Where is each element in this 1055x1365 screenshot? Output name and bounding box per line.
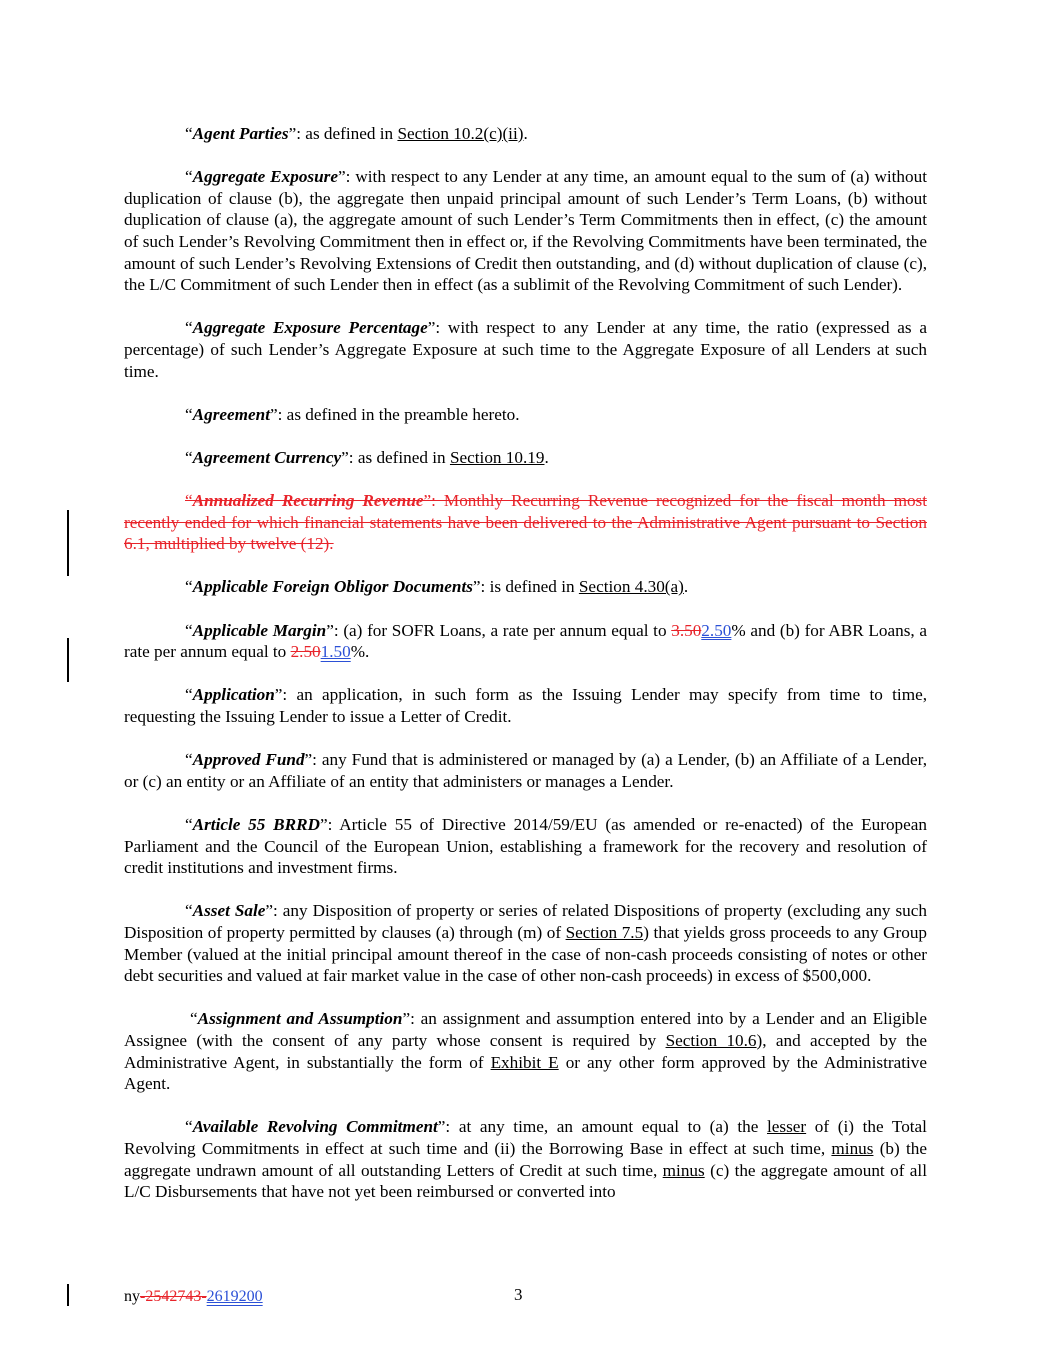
definition-text: , — [145, 534, 155, 554]
definition-text: or any other form approved by the Administrative Agent. — [124, 1052, 927, 1094]
underlined-term: minus — [831, 1138, 874, 1158]
change-bar — [67, 510, 69, 576]
definition-text: % and (b) for ABR Loans, a rate per annum equal to — [124, 620, 927, 662]
defined-term: Annualized Recurring Revenue — [192, 491, 424, 511]
defined-term: Agent Parties — [192, 124, 289, 143]
defined-term: Available Revolving Commitment — [192, 1117, 438, 1137]
definition-available-revolving-commitment: “Available Revolving Commitment”: at any time, an amount equal to (a) the lesser of (i) the Total Revolving Commitments in effect at such time and (ii) the Borrowing Base in effect at such time, minus (b) the aggregate undrawn amount of all outstanding Letters of Credit at such time, minus (c) the aggregate amount of all L/C Disbursements that have not yet been reimbursed or converted into — [124, 1117, 927, 1202]
document-id-prefix: ny — [124, 1288, 140, 1305]
definition-aggregate-exposure-percentage: “Aggregate Exposure Percentage”: with respect to any Lender at any time, the ratio (expressed as a percentage) of such Lender’s Aggregate Exposure at such time to the Aggregate Exposure of all Lenders at such time. — [124, 318, 927, 381]
definition-text: ”: any Disposition of property or series of related Dispositions of property (excluding any such Disposition of property permitted by clauses (a) through (m) of — [124, 901, 927, 942]
definition-text: ”: is defined in — [472, 577, 579, 597]
underlined-term: lesser — [767, 1117, 807, 1137]
definition-text: ”: with respect to any Lender at any time, the ratio (expressed as a percentage) of such Lender’s Aggregate Exposure at such time to the Aggregate Exposure of all Lenders at such time. — [124, 318, 927, 381]
inserted-rate: 1.50 — [320, 642, 351, 662]
defined-term: Approved Fund — [192, 750, 305, 770]
definition-text: . — [683, 577, 689, 597]
inserted-document-id: 2619200 — [206, 1288, 263, 1305]
defined-term: Aggregate Exposure Percentage — [192, 318, 428, 338]
definition-text: ”: Article 55 of Directive 2014/59/EU (as amended or re-enacted) of the European Parliament and the Council of the European Union, establishing a framework for the recovery and resolution of credit institutions and investment firms. — [124, 815, 928, 878]
deleted-definition-annualized-recurring-revenue: “Annualized Recurring Revenue”: Monthly Recurring Revenue recognized for the fiscal month most recently ended for which financial statements have been delivered to the Administrative Agent pursuant to Section 6.1, multiplied by twelve (12). — [124, 491, 927, 554]
definition-text: ), and accepted by the Administrative Agent, in substantially the form of — [124, 1030, 927, 1072]
definition-text: (c) the aggregate amount of all L/C Disbursements that have not yet been reimbursed or converted into — [124, 1160, 927, 1202]
definition-article-55-brrd: “Article 55 BRRD”: Article 55 of Directive 2014/59/EU (as amended or re-enacted) of the European Parliament and the Council of the European Union, establishing a framework for the recovery and resolution of credit institutions and investment firms. — [124, 815, 928, 878]
defined-term: Assignment and Assumption — [197, 1009, 403, 1029]
definition-applicable-margin: “Applicable Margin”: (a) for SOFR Loans, a rate per annum equal to 3.502.50% and (b) for ABR Loans, a rate per annum equal to 2.501.50%. — [124, 620, 927, 662]
change-bar — [67, 638, 69, 682]
definition-text: ”: as defined in the preamble hereto. — [269, 404, 520, 424]
definition-text: ”: with respect to any Lender at any time, an amount equal to the sum of (a) without duplication of clause (b), the aggregate then unpaid principal amount of such Lender’s Term Loans, (b) without duplication of clause (a), the aggregate amount of such Lender’s Term Commitments then in effect, (c) the amount of such Lender’s Revolving Commitment then in effect or, if the Revolving Commitments have been terminated, the amount of such Lender’s Revolving Extensions of Credit then outstanding, and (d) without duplication of clause (c), the L/C Commitment of such Lender then in effect (as a sublimit of the Revolving Commitment of such Lender). — [124, 167, 927, 295]
document-body — [124, 123, 927, 1224]
definition-application: “Application”: an application, in such form as the Issuing Lender may specify from time to time, requesting the Issuing Lender to issue a Letter of Credit. — [124, 685, 927, 727]
definition-text: by twelve (12). — [224, 534, 334, 554]
definition-text: ”: any Fund that is administered or managed by (a) a Lender, (b) an Affiliate of a Lender, or (c) an entity or an Affiliate of an entity that administers or manages a Lender. — [124, 750, 927, 791]
definition-text: ”: at any time, an amount equal to (a) the — [437, 1117, 767, 1137]
exhibit-reference[interactable]: Exhibit E — [490, 1052, 559, 1072]
definition-text: ”: an application, in such form as the Issuing Lender may specify from time to time, requesting the Issuing Lender to issue a Letter of Credit. — [124, 685, 927, 727]
definition-applicable-foreign-obligor-documents: “Applicable Foreign Obligor Documents”: is defined in Section 4.30(a). — [185, 577, 689, 597]
definition-agreement: “Agreement”: as defined in the preamble hereto. — [185, 404, 520, 424]
document-id-footer — [124, 1287, 263, 1307]
definition-assignment-and-assumption: “Assignment and Assumption”: an assignment and assumption entered into by a Lender and an Eligible Assignee (with the consent of any party whose consent is required by Section 10.6), and accepted by the Administrative Agent, in substantially the form of Exhibit E or any other form approved by the Administrative Agent. — [124, 1009, 927, 1094]
definition-text: ”: as defined in — [288, 124, 398, 143]
defined-term: Asset Sale — [192, 901, 266, 921]
defined-term: Application — [192, 685, 275, 705]
defined-term: Applicable Margin — [192, 620, 327, 640]
section-reference[interactable]: Section 4.30(a) — [578, 577, 684, 597]
definition-approved-fund: “Approved Fund”: any Fund that is administered or managed by (a) a Lender, (b) an Affiliate of a Lender, or (c) an entity or an Affiliate of an entity that administers or manages a Lender. — [124, 750, 927, 791]
inserted-rate: 2.50 — [701, 620, 732, 640]
definition-text: ”: (a) for SOFR Loans, a rate per annum equal to — [326, 620, 672, 640]
definition-agent-parties: “Agent Parties”: as defined in Section 10.2(c)(ii). — [185, 124, 528, 143]
definition-text: ”: as defined in — [341, 447, 450, 467]
underlined-term: multiplied — [154, 534, 225, 554]
change-bar — [67, 1284, 69, 1306]
defined-term: Applicable Foreign Obligor Documents — [192, 577, 473, 597]
deleted-rate: 2.50 — [290, 642, 321, 662]
section-reference[interactable]: Section 10.6 — [665, 1030, 757, 1050]
defined-term: Article 55 BRRD — [192, 815, 320, 834]
section-reference[interactable]: Section 10.19 — [449, 447, 545, 467]
definition-text: . — [544, 447, 549, 467]
defined-term: Aggregate Exposure — [192, 167, 338, 187]
definition-text: ”: Monthly Recurring Revenue recognized for the fiscal month most recently ended for which financial statements have been delivered to the Administrative Agent pursuant to — [124, 491, 927, 532]
definition-text: of (i) the Total Revolving Commitments in effect at such time and (ii) the Borrowing Base in effect at such time, — [124, 1117, 927, 1158]
definition-text: ”: an assignment and assumption entered into by a Lender and an Eligible Assignee (with the consent of any party whose consent is required by — [124, 1009, 927, 1050]
section-reference: Section 6.1 — [124, 512, 927, 554]
definition-aggregate-exposure: “Aggregate Exposure”: with respect to any Lender at any time, an amount equal to the sum of (a) without duplication of clause (b), the aggregate then unpaid principal amount of such Lender’s Term Loans, (b) without duplication of clause (a), the aggregate amount of such Lender’s Term Commitments then in effect, (c) the amount of such Lender’s Revolving Commitment then in effect or, if the Revolving Commitments have been terminated, the amount of such Lender’s Revolving Extensions of Credit then outstanding, and (d) without duplication of clause (c), the L/C Commitment of such Lender then in effect (as a sublimit of the Revolving Commitment of such Lender). — [124, 167, 927, 295]
definition-text: (b) the aggregate undrawn amount of all outstanding Letters of Credit at such time, — [124, 1138, 927, 1180]
definition-text: %. — [350, 642, 370, 662]
definition-text: . — [523, 124, 528, 143]
defined-term: Agreement — [192, 404, 270, 424]
defined-term: Agreement Currency — [192, 447, 342, 467]
definition-agreement-currency: “Agreement Currency”: as defined in Section 10.19. — [185, 447, 549, 467]
underlined-term: minus — [662, 1160, 705, 1180]
section-reference[interactable]: Section 7.5 — [565, 922, 644, 942]
deleted-document-id: -2542743- — [140, 1288, 207, 1305]
section-reference[interactable]: Section 10.2(c)(ii) — [397, 124, 524, 143]
page-number: 3 — [514, 1285, 523, 1304]
definition-text: ) that yields gross proceeds to any Group Member (valued at the initial principal amount thereof in the case of non-cash proceeds consisting of notes or other debt securities and valued at fair market value in the case of other non-cash proceeds) in excess of $500,000. — [124, 922, 928, 986]
deleted-rate: 3.50 — [671, 620, 702, 640]
definition-asset-sale: “Asset Sale”: any Disposition of property or series of related Dispositions of property (excluding any such Disposition of property permitted by clauses (a) through (m) of Section 7.5) that yields gross proceeds to any Group Member (valued at the initial principal amount thereof in the case of non-cash proceeds consisting of notes or other debt securities and valued at fair market value in the case of other non-cash proceeds) in excess of $500,000. — [124, 901, 928, 986]
